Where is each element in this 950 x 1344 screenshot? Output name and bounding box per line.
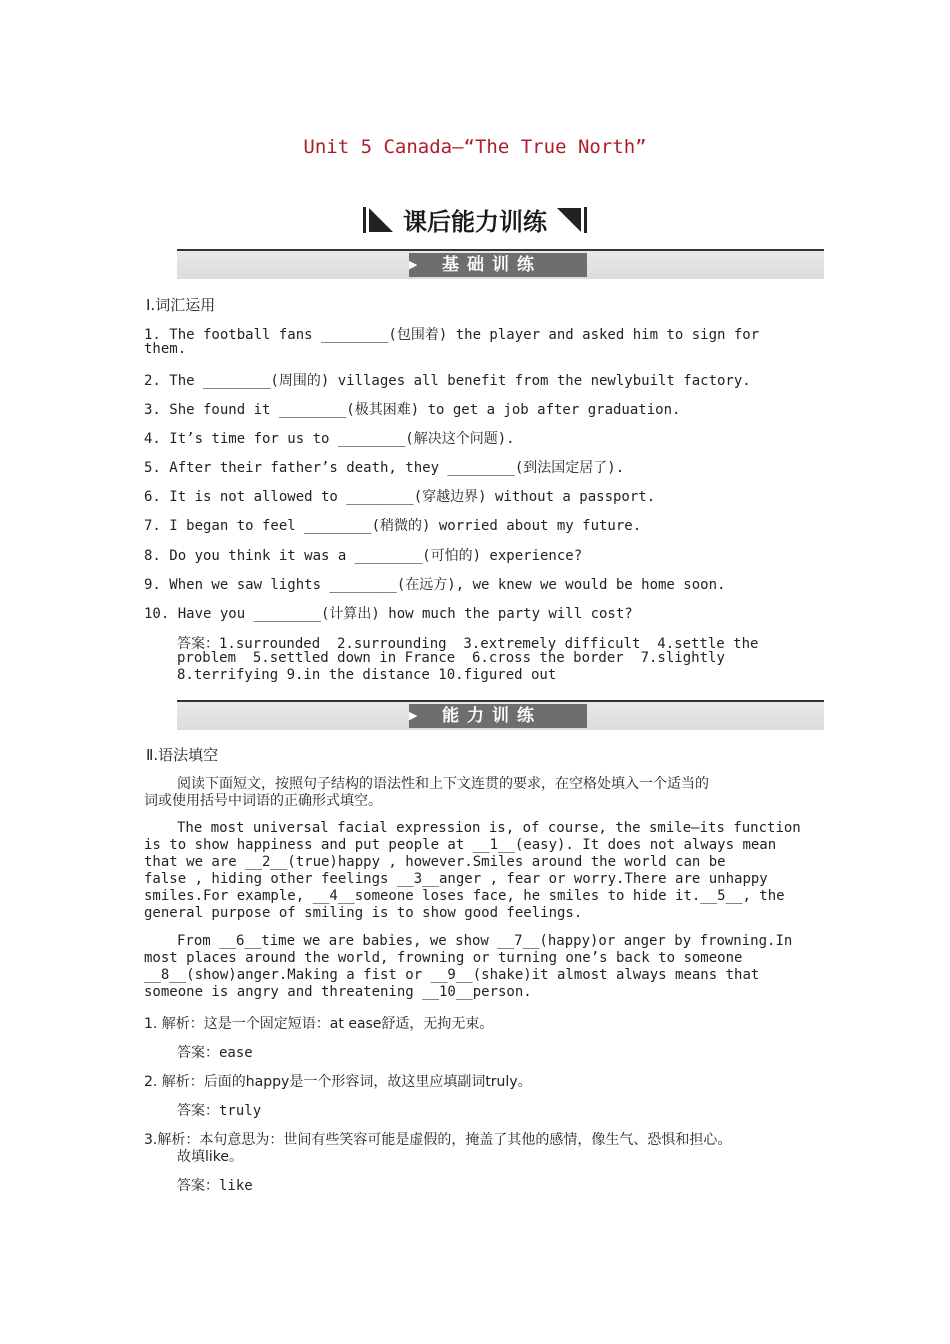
question-line: 5. After their father’s death, they ________(到法国定居了).: [144, 460, 625, 476]
question-line: 10. Have you ________(计算出) how much the party will cost?: [144, 606, 633, 622]
answer-line: problem 5.settled down in France 6.cross the border 7.slightly: [177, 650, 725, 666]
explanation-line: 3.解析：本句意思为：世间有些笑容可能是虚假的，掩盖了其他的感情，像生气、恐惧和担心。: [144, 1132, 732, 1148]
banner-basic: [177, 249, 824, 279]
explanation-line: 故填like。: [177, 1149, 244, 1165]
explanation-answer: 答案：truly: [177, 1103, 262, 1119]
banner-label: 能力训练: [442, 706, 542, 726]
instruction-line: 词或使用括号中词语的正确形式填空。: [144, 793, 382, 809]
question-line: 6. It is not allowed to ________(穿越边界) without a passport.: [144, 489, 656, 505]
section-header-label: 课后能力训练: [403, 208, 547, 236]
question-line: 1. The football fans ________(包围着) the player and asked him to sign for: [144, 327, 760, 343]
play-arrow-icon: ▶: [409, 258, 418, 271]
passage-line: is to show happiness and put people at __1__(easy). It does not always mean: [144, 837, 777, 853]
explanation-answer: 答案：ease: [177, 1045, 253, 1061]
question-line: 7. I began to feel ________(稍微的) worried about my future.: [144, 518, 642, 534]
page-title: Unit 5 Canada—“The True North”: [303, 136, 647, 158]
left-wing-icon: [361, 206, 395, 240]
passage-line: most places around the world, frowning or turning one’s back to someone: [144, 950, 743, 966]
instruction-line: 阅读下面短文，按照句子结构的语法性和上下文连贯的要求，在空格处填入一个适当的: [177, 776, 709, 792]
passage-line: that we are __2__(true)happy , however.Smiles around the world can be: [144, 854, 726, 870]
question-line: 3. She found it ________(极其困难) to get a job after graduation.: [144, 402, 681, 418]
section-header: [0, 202, 950, 240]
banner-ability: [177, 700, 824, 730]
passage-line: From __6__time we are babies, we show __7__(happy)or anger by frowning.In: [177, 933, 793, 949]
question-line: 4. It’s time for us to ________(解决这个问题).: [144, 431, 515, 447]
passage-line: false , hiding other feelings __3__anger , fear or worry.There are unhappy: [144, 871, 768, 887]
question-line: 2. The ________(周围的) villages all benefit from the newlybuilt factory.: [144, 373, 751, 389]
passage-line: general purpose of smiling is to show good feelings.: [144, 905, 583, 921]
right-wing-icon: [555, 206, 589, 240]
explanation-answer: 答案：like: [177, 1178, 253, 1194]
banner-label: 基础训练: [442, 255, 542, 275]
question-line: 9. When we saw lights ________(在远方), we knew we would be home soon.: [144, 577, 726, 593]
passage-line: smiles.For example, __4__someone loses face, he smiles to hide it.__5__, the: [144, 888, 785, 904]
part2-heading: Ⅱ.语法填空: [146, 746, 219, 764]
question-line: 8. Do you think it was a ________(可怕的) experience?: [144, 548, 583, 564]
passage-line: __8__(show)anger.Making a fist or __9__(shake)it almost always means that: [144, 967, 760, 983]
explanation-line: 1. 解析：这是一个固定短语：at ease舒适，无拘无束。: [144, 1016, 494, 1032]
answer-line: 答案：1.surrounded 2.surrounding 3.extremely difficult 4.settle the: [177, 636, 759, 652]
passage-line: The most universal facial expression is, of course, the smile—its function: [177, 820, 801, 836]
answer-line: 8.terrifying 9.in the distance 10.figured out: [177, 667, 557, 683]
question-line: them.: [144, 341, 187, 357]
explanation-line: 2. 解析：后面的happy是一个形容词，故这里应填副词truly。: [144, 1074, 532, 1090]
passage-line: someone is angry and threatening __10__person.: [144, 984, 532, 1000]
play-arrow-icon: ▶: [409, 709, 418, 722]
part1-heading: Ⅰ.词汇运用: [146, 296, 216, 314]
